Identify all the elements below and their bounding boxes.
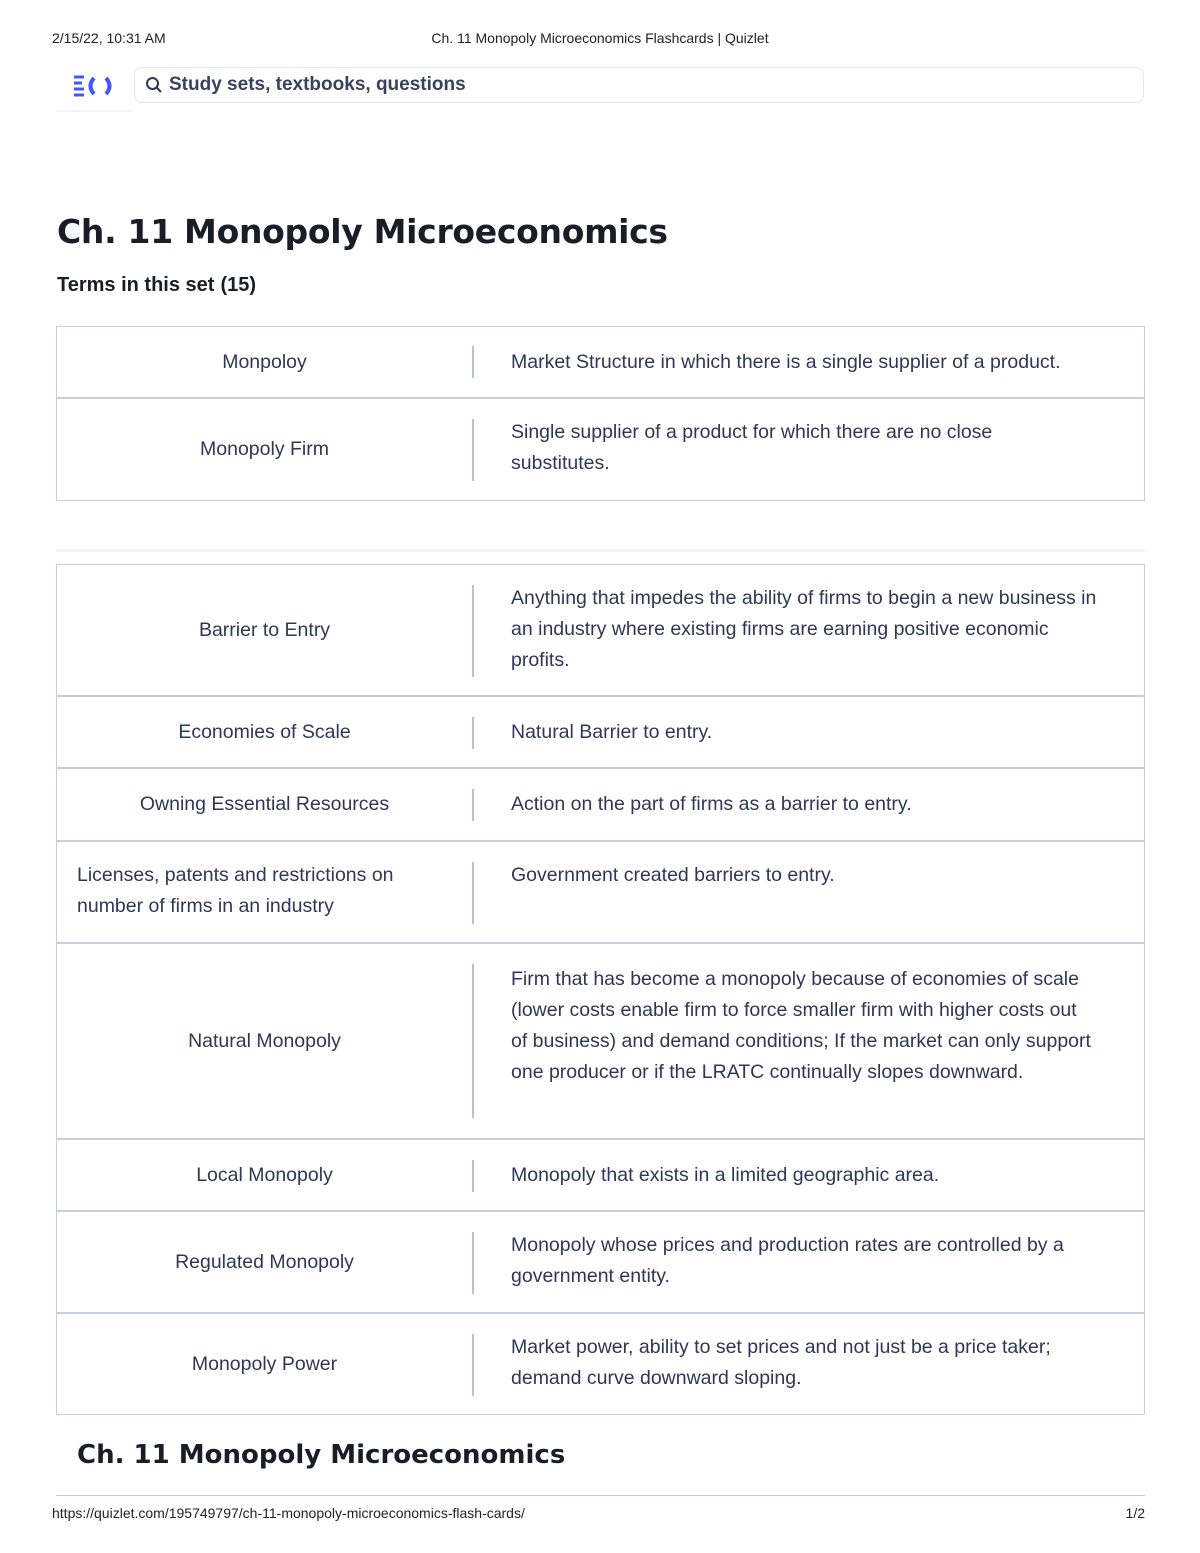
top-navigation-bar <box>56 66 1146 106</box>
logo-underline <box>56 110 134 112</box>
print-page-title: Ch. 11 Monopoly Microeconomics Flashcards | Quizlet <box>431 30 769 46</box>
term-definition-divider <box>472 419 474 481</box>
flashcard-definition: Monopoly whose prices and production rates are controlled by a government entity. <box>511 1234 1064 1287</box>
term-definition-divider <box>472 964 474 1118</box>
flashcard-term: Barrier to Entry <box>198 618 331 641</box>
term-definition-divider <box>472 862 474 924</box>
flashcard-definition: Firm that has become a monopoly because of economies of scale (lower costs enable firm to force smaller firm with higher costs out of business) and demand conditions; If the market can only support one producer or if the LRATC continually slopes downward. <box>511 968 1091 1083</box>
section-separator <box>56 549 1145 552</box>
flashcard-term: Owning Essential Resources <box>139 793 390 815</box>
flashcard-row <box>57 1314 1144 1414</box>
flashcard-definition: Market Structure in which there is a single supplier of a product. <box>511 351 1061 373</box>
search-input[interactable] <box>169 72 1069 98</box>
page-number: 1/2 <box>1125 1505 1145 1521</box>
flashcard-definition: Anything that impedes the ability of firms to begin a new business in an industry where existing firms are earning positive economic profits. <box>511 587 1097 671</box>
flashcard-group-2 <box>56 564 1145 1415</box>
flashcard-term: Natural Monopoly <box>188 1029 341 1052</box>
flashcard-definition: Government created barriers to entry. <box>511 864 835 886</box>
term-definition-divider <box>472 346 474 378</box>
flashcard-row <box>57 1140 1144 1212</box>
flashcard-definition: Action on the part of firms as a barrier to entry. <box>511 793 912 815</box>
flashcard-row <box>57 327 1144 399</box>
flashcard-term: Regulated Monopoly <box>175 1250 354 1273</box>
flashcard-definition: Market power, ability to set prices and not just be a price taker; demand curve downward sloping. <box>511 1336 1051 1389</box>
term-definition-divider <box>472 1160 474 1192</box>
search-icon <box>145 76 163 94</box>
flashcard-row <box>57 944 1144 1140</box>
section-title: Ch. 11 Monopoly Microeconomics <box>77 1440 566 1470</box>
flashcard-term: Monpoloy <box>222 350 307 373</box>
flashcard-term: Economies of Scale <box>178 720 351 743</box>
flashcard-term: Local Monopoly <box>196 1163 333 1186</box>
term-definition-divider <box>472 1334 474 1396</box>
flashcard-row <box>57 399 1144 499</box>
print-url: https://quizlet.com/195749797/ch-11-monopoly-microeconomics-flash-cards/ <box>52 1505 525 1521</box>
page-title: Ch. 11 Monopoly Microeconomics <box>57 212 668 251</box>
search-box[interactable] <box>134 67 1144 103</box>
footer-divider <box>56 1495 1145 1496</box>
term-definition-divider <box>472 717 474 749</box>
term-definition-divider <box>472 789 474 821</box>
flashcard-row <box>57 697 1144 769</box>
flashcard-definition: Natural Barrier to entry. <box>511 721 713 743</box>
flashcard-row <box>57 565 1144 697</box>
term-definition-divider <box>472 1232 474 1294</box>
print-datetime: 2/15/22, 10:31 AM <box>52 30 166 46</box>
flashcard-row <box>57 769 1144 842</box>
flashcard-term: Licenses, patents and restrictions on number of firms in an industry <box>77 864 394 917</box>
flashcard-definition: Monopoly that exists in a limited geographic area. <box>511 1164 940 1186</box>
quizlet-logo[interactable] <box>72 72 120 100</box>
flashcard-row <box>57 842 1144 944</box>
terms-count: (15) <box>220 274 257 296</box>
quizlet-logo-icon <box>72 72 118 100</box>
flashcard-row <box>57 1212 1144 1314</box>
print-header <box>52 30 1148 48</box>
flashcard-group-1 <box>56 326 1145 501</box>
print-footer <box>52 1505 1145 1523</box>
flashcard-term: Monopoly Firm <box>200 437 329 460</box>
terms-heading <box>57 274 256 297</box>
flashcard-term: Monopoly Power <box>191 1352 338 1375</box>
term-definition-divider <box>472 585 474 677</box>
flashcard-definition: Single supplier of a product for which there are no close substitutes. <box>511 421 993 474</box>
terms-heading-label: Terms in this set <box>57 274 215 296</box>
